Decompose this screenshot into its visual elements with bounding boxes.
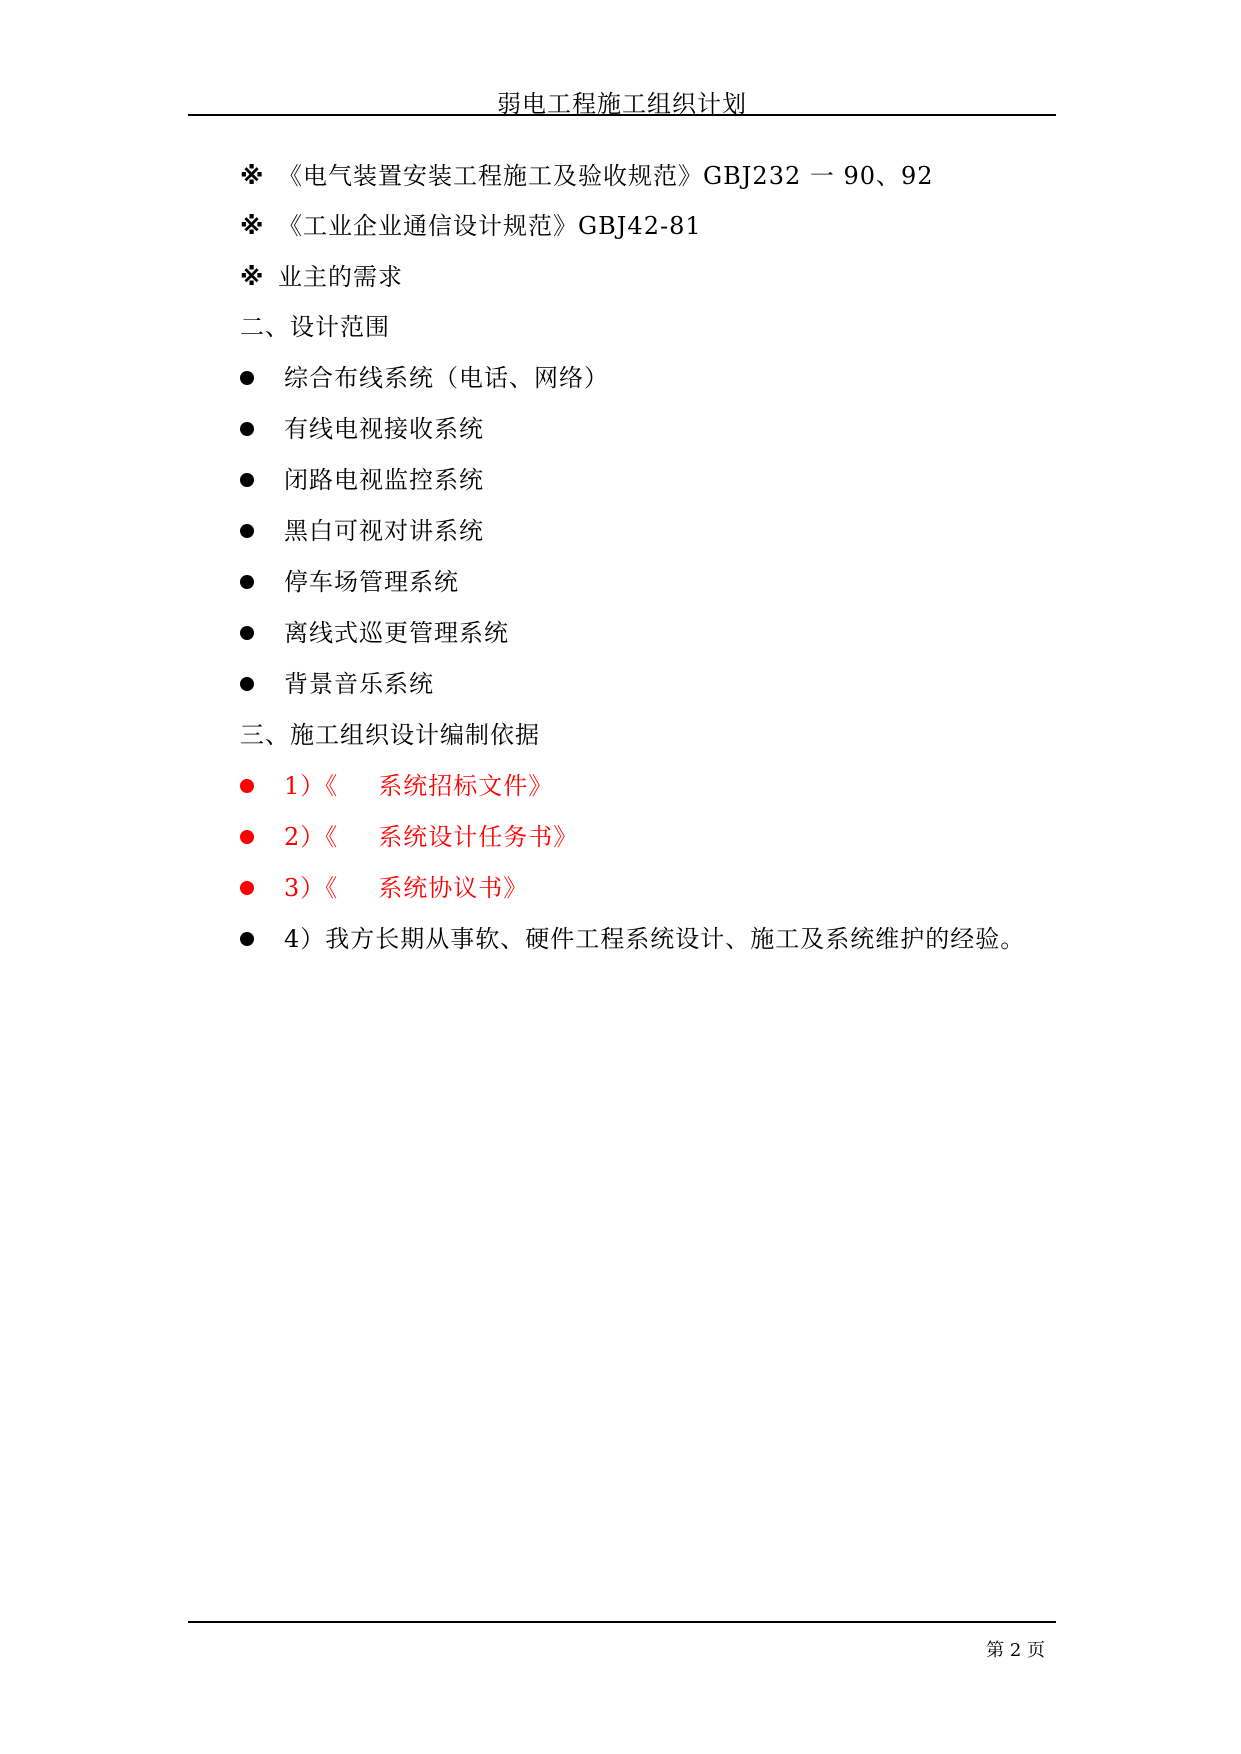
reference-text: 业主的需求 [278,263,403,291]
list-item-text: 4）我方长期从事软、硬件工程系统设计、施工及系统维护的经验。 [284,925,1026,953]
bullet-icon [240,371,254,385]
list-item-text: 系统协议书》 [378,874,529,902]
list-item-text: 有线电视接收系统 [284,415,484,443]
bullet-icon [240,473,254,487]
header-title: 弱电工程施工组织计划 [497,90,747,118]
list-item-highlighted [240,822,578,852]
bullet-icon [240,677,254,691]
reference-line-3 [240,262,403,292]
list-item-text: 黑白可视对讲系统 [284,517,484,545]
list-item [240,465,484,495]
list-item-text: 停车场管理系统 [284,568,459,596]
header-rule [188,114,1056,116]
list-item-text: 背景音乐系统 [284,670,434,698]
bullet-icon [240,779,254,793]
page-number: 第 2 页 [986,1640,1045,1661]
list-item [240,924,1025,954]
list-item-text: 离线式巡更管理系统 [284,619,509,647]
reference-text: 《电气装置安装工程施工及验收规范》GBJ232 一 90、92 [278,162,934,190]
bullet-icon [240,422,254,436]
bullet-icon [240,881,254,895]
list-item [240,363,609,393]
list-item-highlighted [240,873,528,903]
list-item [240,567,459,597]
list-item-text: 系统设计任务书》 [378,823,579,851]
bullet-icon [240,575,254,589]
reference-text: 《工业企业通信设计规范》GBJ42-81 [278,212,702,240]
bullet-icon [240,626,254,640]
list-item-text: 闭路电视监控系统 [284,466,484,494]
reference-mark: ※ [240,263,265,291]
section-heading-design-scope: 二、设计范围 [240,313,390,341]
list-item-number: 3）《 [284,874,339,902]
bullet-icon [240,830,254,844]
list-item [240,669,434,699]
footer-rule [188,1621,1056,1623]
reference-line-1 [240,161,934,191]
reference-mark: ※ [240,162,265,190]
list-item-text: 系统招标文件》 [378,772,554,800]
list-item-number: 2）《 [284,823,339,851]
list-item [240,414,484,444]
list-item [240,516,484,546]
list-item [240,618,509,648]
reference-mark: ※ [240,212,265,240]
section-heading-basis: 三、施工组织设计编制依据 [240,721,540,749]
bullet-icon [240,932,254,946]
bullet-icon [240,524,254,538]
list-item-number: 1）《 [284,772,339,800]
list-item-text: 综合布线系统（电话、网络） [284,364,609,392]
list-item-highlighted [240,771,553,801]
reference-line-2 [240,211,702,241]
